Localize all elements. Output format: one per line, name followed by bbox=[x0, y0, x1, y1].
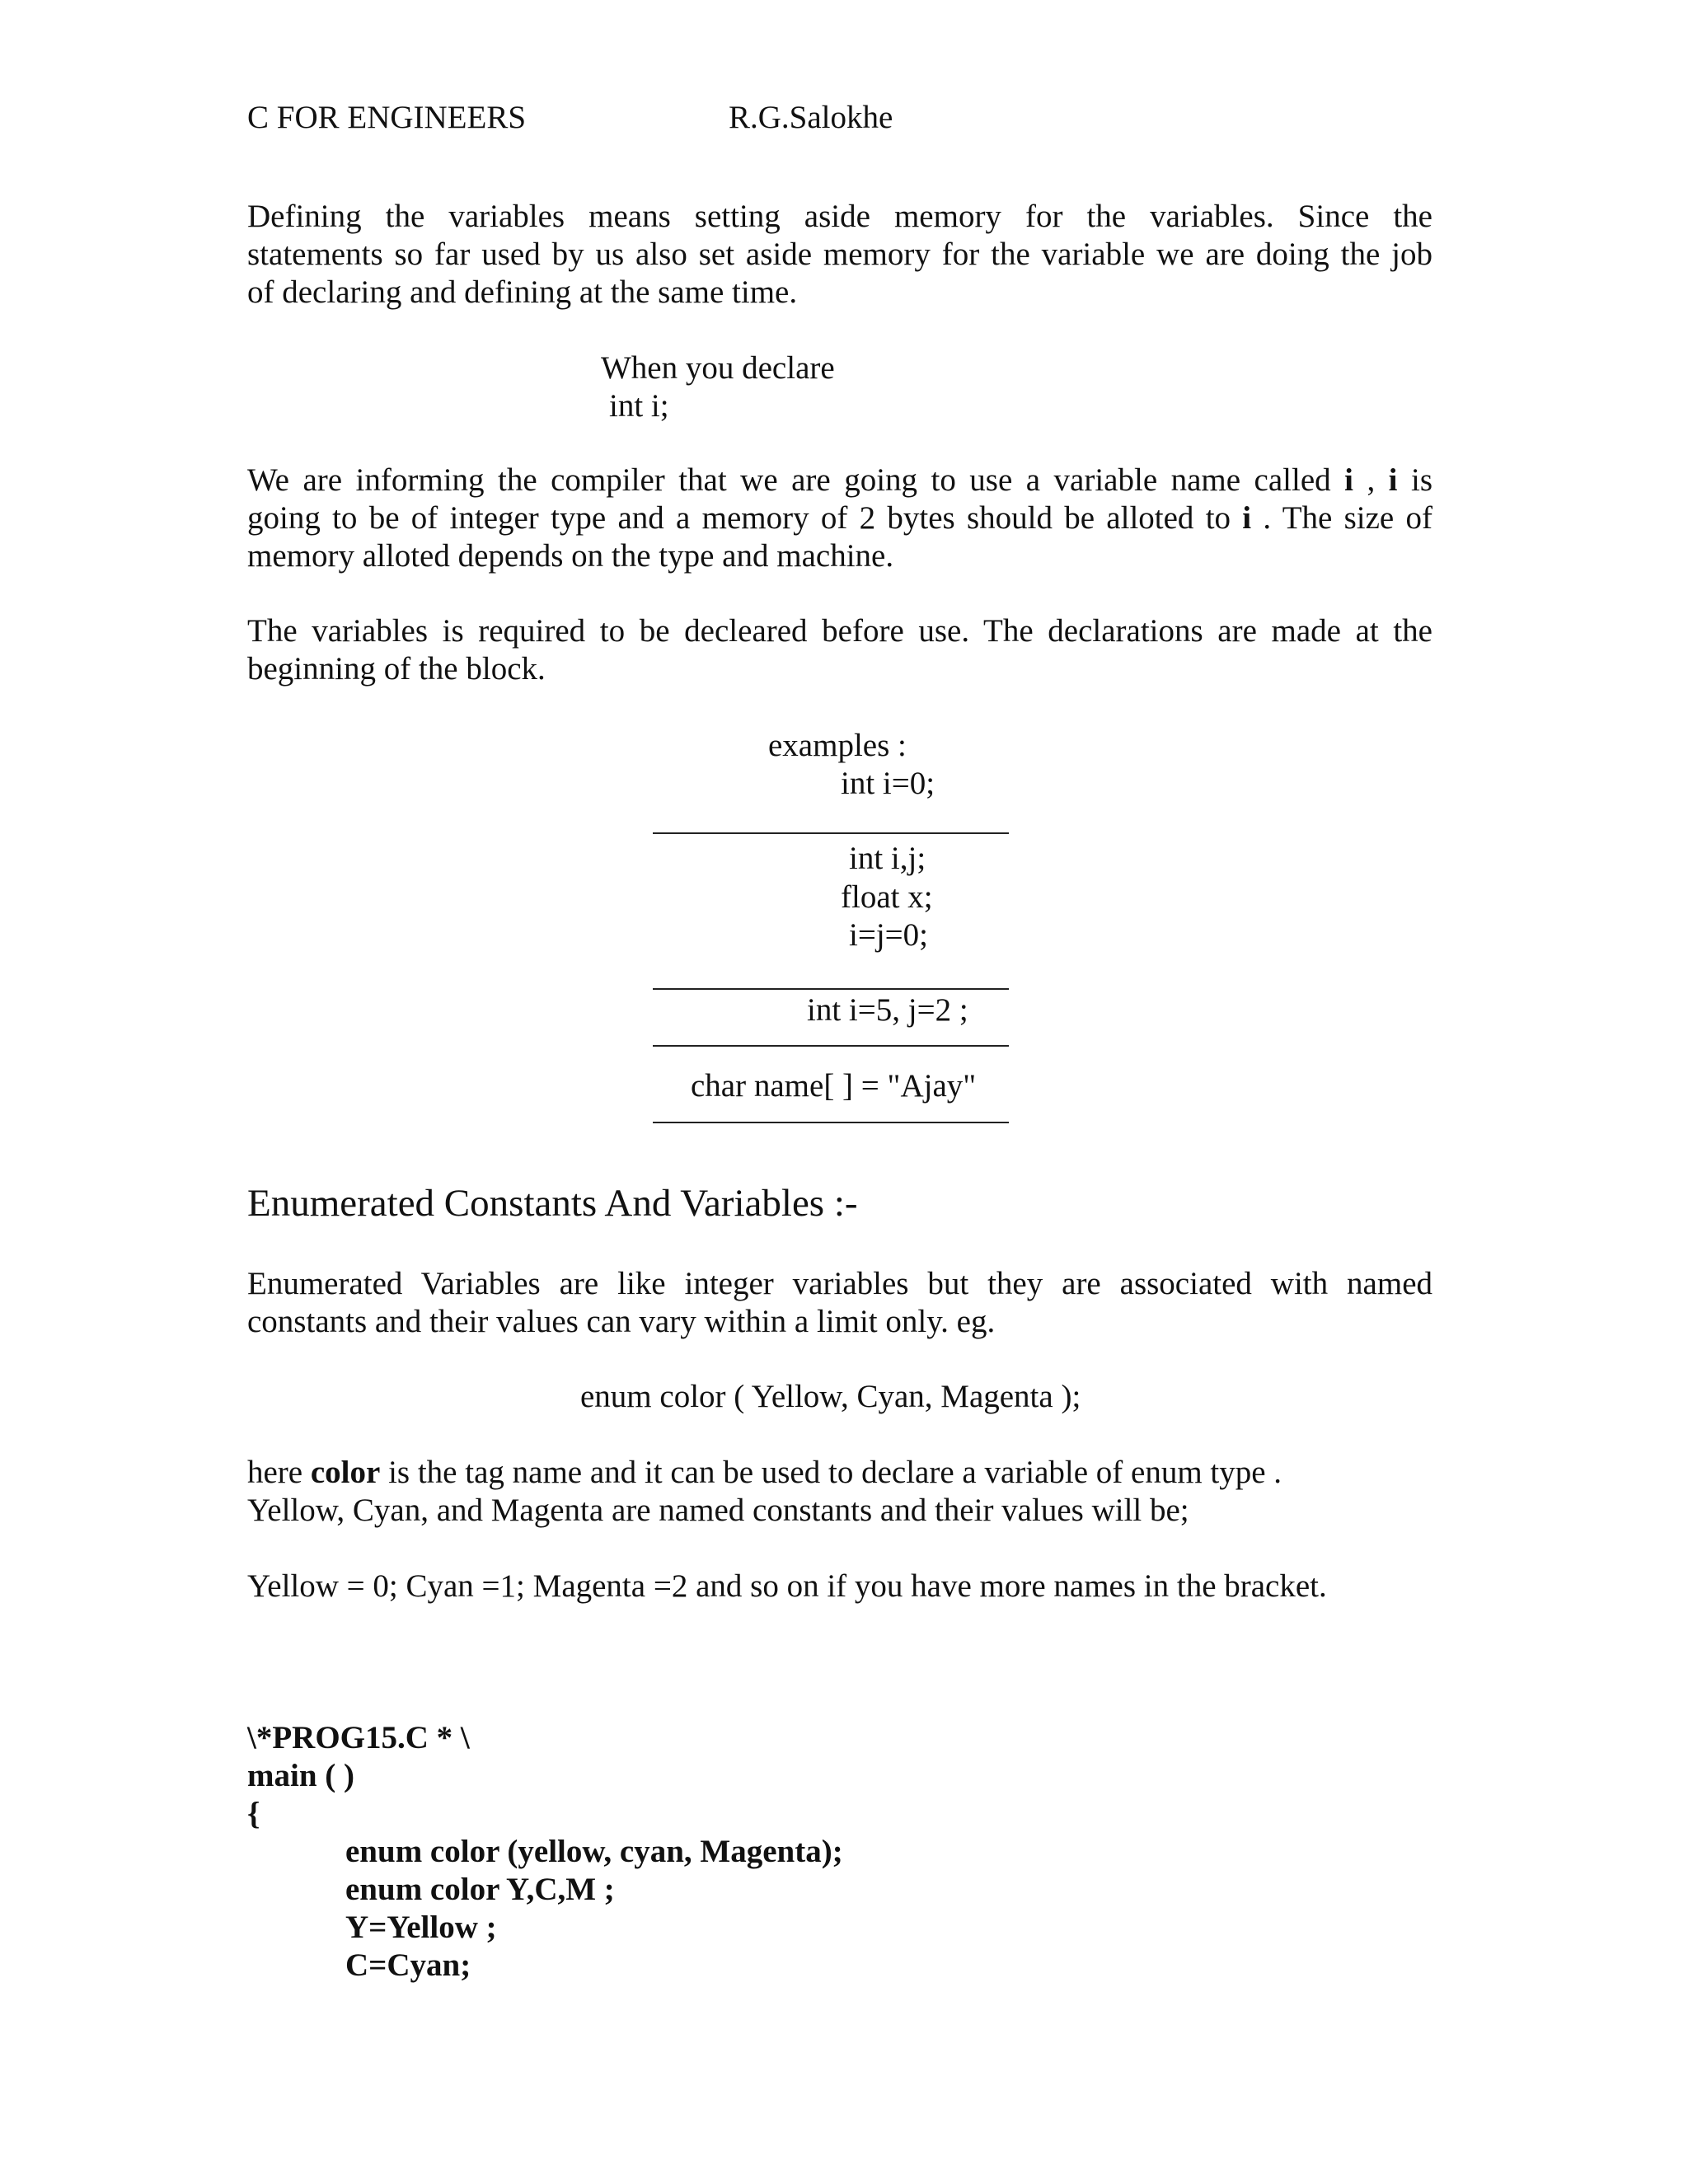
code-line: { bbox=[247, 1796, 260, 1831]
declare-code: int i; bbox=[609, 388, 669, 424]
divider bbox=[653, 1045, 1009, 1047]
variable-name: i bbox=[1344, 462, 1353, 498]
code-line: C=Cyan; bbox=[345, 1947, 471, 1983]
example-code: int i=0; bbox=[841, 766, 935, 801]
variable-name: i bbox=[1388, 462, 1398, 498]
paragraph-line: memory alloted depends on the type and machine. bbox=[247, 538, 894, 574]
paragraph-declare-before-use bbox=[247, 612, 1432, 688]
paragraph-line: Yellow = 0; Cyan =1; Magenta =2 and so on if you have more names in the bracket. bbox=[247, 1568, 1327, 1604]
text-run: . The size of bbox=[1251, 500, 1432, 536]
paragraph-line: of declaring and defining at the same time. bbox=[247, 274, 798, 310]
example-code: int i,j; bbox=[849, 841, 926, 876]
divider bbox=[653, 832, 1009, 834]
text-run: here bbox=[247, 1455, 311, 1490]
tag-name: color bbox=[310, 1455, 381, 1490]
paragraph-line bbox=[247, 462, 1432, 499]
paragraph-line: Enumerated Variables are like integer variables but they are associated with named bbox=[247, 1266, 1432, 1301]
header-title: C FOR ENGINEERS bbox=[247, 100, 527, 135]
code-line: enum color Y,C,M ; bbox=[345, 1872, 615, 1907]
paragraph-defining bbox=[247, 198, 1432, 312]
text-run: , bbox=[1353, 462, 1389, 498]
paragraph-informing bbox=[247, 462, 1432, 575]
code-line: Y=Yellow ; bbox=[345, 1910, 497, 1945]
text-run: is the tag name and it can be used to declare a variable of enum type . bbox=[380, 1455, 1282, 1490]
paragraph-line: Yellow, Cyan, and Magenta are named constants and their values will be; bbox=[247, 1493, 1189, 1528]
examples-label: examples : bbox=[768, 728, 907, 763]
divider bbox=[653, 1122, 1009, 1123]
code-line: main ( ) bbox=[247, 1758, 354, 1793]
paragraph-line: statements so far used by us also set aside memory for the variable we are doing the job bbox=[247, 237, 1432, 272]
enum-example: enum color ( Yellow, Cyan, Magenta ); bbox=[580, 1379, 1081, 1414]
example-code: i=j=0; bbox=[849, 917, 928, 953]
declare-label: When you declare bbox=[601, 350, 835, 386]
paragraph-line: The variables is required to be decleared before use. The declarations are made at the bbox=[247, 613, 1432, 649]
variable-name: i bbox=[1242, 500, 1252, 536]
example-code: char name[ ] = "Ajay" bbox=[691, 1068, 977, 1104]
text-run: We are informing the compiler that we are going to use a variable name called bbox=[247, 462, 1345, 498]
paragraph-line: Defining the variables means setting aside memory for the variables. Since the bbox=[247, 199, 1432, 234]
text-run: going to be of integer type and a memory of 2 bytes should be alloted to bbox=[247, 500, 1243, 536]
section-heading: Enumerated Constants And Variables :- bbox=[247, 1182, 858, 1225]
paragraph-enumerated bbox=[247, 1265, 1432, 1341]
example-code: float x; bbox=[841, 879, 933, 915]
code-comment: \*PROG15.C * \ bbox=[247, 1720, 470, 1755]
paragraph-line: constants and their values can vary within a limit only. eg. bbox=[247, 1304, 996, 1339]
text-run: is bbox=[1397, 462, 1433, 498]
code-line: enum color (yellow, cyan, Magenta); bbox=[345, 1834, 843, 1869]
example-code: int i=5, j=2 ; bbox=[807, 992, 968, 1028]
paragraph-line bbox=[247, 1454, 1282, 1492]
paragraph-line bbox=[247, 499, 1432, 537]
divider bbox=[653, 988, 1009, 990]
paragraph-line: beginning of the block. bbox=[247, 651, 546, 687]
header-author: R.G.Salokhe bbox=[729, 100, 893, 135]
